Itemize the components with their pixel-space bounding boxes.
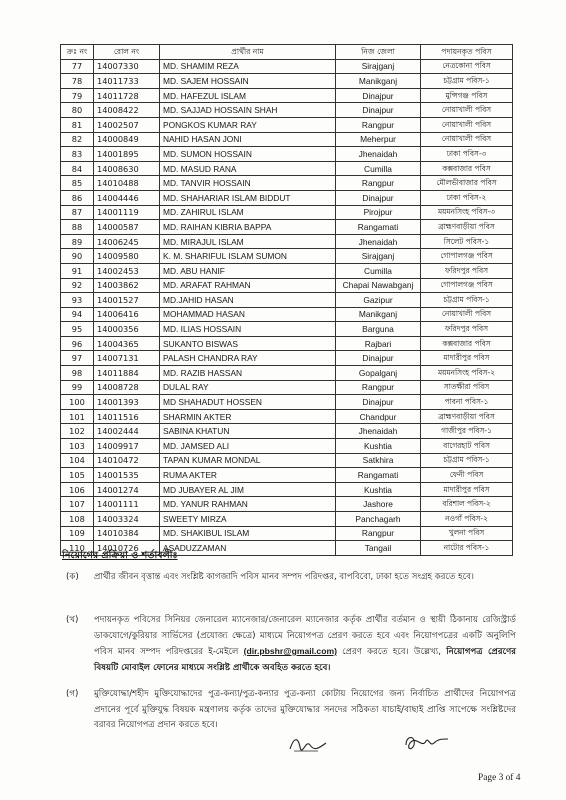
name-cell: MD. ZAHIRUL ISLAM (160, 205, 336, 220)
serial-cell: 100 (61, 395, 94, 410)
serial-cell: 87 (61, 205, 94, 220)
district-cell: Pirojpur (336, 205, 421, 220)
district-cell: Jhenaidah (336, 234, 421, 249)
name-cell: PONGKOS KUMAR RAY (160, 117, 336, 132)
posting-cell: পাবনা পবিস-১ (421, 395, 513, 410)
roll-cell: 14009917 (94, 439, 160, 454)
serial-cell: 88 (61, 220, 94, 235)
serial-cell: 77 (61, 59, 94, 74)
name-cell: SWEETY MIRZA (160, 512, 336, 527)
name-cell: MD. HAFEZUL ISLAM (160, 88, 336, 103)
table-row (61, 74, 513, 89)
table-row (61, 132, 513, 147)
roll-cell: 14000356 (94, 322, 160, 337)
roll-cell: 14006416 (94, 307, 160, 322)
posting-cell: চট্টগ্রাম পবিস-১ (421, 453, 513, 468)
clause-text-part: প্রেরণ করতে হবে। উল্লেখ্য, (342, 647, 442, 657)
roll-cell: 14011733 (94, 74, 160, 89)
serial-cell: 97 (61, 351, 94, 366)
serial-cell: 79 (61, 88, 94, 103)
name-cell: MD. SHAKIBUL ISLAM (160, 526, 336, 541)
name-cell: MD. YANUR RAHMAN (160, 497, 336, 512)
name-cell: SHARMIN AKTER (160, 409, 336, 424)
table-row (61, 88, 513, 103)
roll-cell: 14002453 (94, 263, 160, 278)
posting-cell: বরিশাল পবিস-২ (421, 497, 513, 512)
name-cell: MD. SHAMIM REZA (160, 59, 336, 74)
signature-2 (402, 733, 450, 757)
posting-cell: নোয়াখালী পবিস (421, 132, 513, 147)
name-cell: RUMA AKTER (160, 468, 336, 483)
name-cell: DULAL RAY (160, 380, 336, 395)
table-row (61, 497, 513, 512)
roll-cell: 14009580 (94, 249, 160, 264)
district-cell: Chapai Nawabganj (336, 278, 421, 293)
name-cell: MD. TANVIR HOSSAIN (160, 176, 336, 191)
table-row (61, 395, 513, 410)
clause-mark: (ক) (66, 572, 79, 582)
serial-cell: 108 (61, 512, 94, 527)
roll-cell: 14010488 (94, 176, 160, 191)
serial-cell: 96 (61, 336, 94, 351)
table-row (61, 322, 513, 337)
district-cell: Cumilla (336, 161, 421, 176)
district-cell: Tangail (336, 541, 421, 556)
district-cell: Gazipur (336, 293, 421, 308)
table-row (61, 249, 513, 264)
table-row (61, 409, 513, 424)
roll-cell: 14010726 (94, 541, 160, 556)
district-cell: Rajbari (336, 336, 421, 351)
name-cell: MD JUBAYER AL JIM (160, 482, 336, 497)
district-cell: Rangamati (336, 220, 421, 235)
district-cell: Satkhira (336, 453, 421, 468)
posting-cell: কক্সবাজার পবিস (421, 336, 513, 351)
table-row (61, 234, 513, 249)
serial-cell: 95 (61, 322, 94, 337)
roll-cell: 14003324 (94, 512, 160, 527)
serial-cell: 85 (61, 176, 94, 191)
roll-cell: 14001111 (94, 497, 160, 512)
serial-cell: 82 (61, 132, 94, 147)
table-header-row (61, 45, 513, 60)
clause-ka (66, 570, 516, 586)
roll-cell: 14007330 (94, 59, 160, 74)
district-cell: Meherpur (336, 132, 421, 147)
serial-cell: 80 (61, 103, 94, 118)
posting-cell: চট্টগ্রাম পবিস-১ (421, 74, 513, 89)
table-row (61, 176, 513, 191)
posting-cell: নোয়াখালী পবিস (421, 103, 513, 118)
roll-cell: 14001119 (94, 205, 160, 220)
table-row (61, 468, 513, 483)
district-cell: Kushtia (336, 439, 421, 454)
posting-cell: ময়মনসিংহ পবিস-৩ (421, 205, 513, 220)
district-cell: Dinajpur (336, 395, 421, 410)
district-cell: Gopalganj (336, 366, 421, 381)
district-cell: Manikganj (336, 307, 421, 322)
table-row (61, 453, 513, 468)
district-cell: Kushtia (336, 482, 421, 497)
name-cell: SABINA KHATUN (160, 424, 336, 439)
serial-cell: 84 (61, 161, 94, 176)
roll-cell: 14001895 (94, 147, 160, 162)
roll-cell: 14011884 (94, 366, 160, 381)
name-cell: MD. ILIAS HOSSAIN (160, 322, 336, 337)
district-cell: Barguna (336, 322, 421, 337)
table-row (61, 512, 513, 527)
district-cell: Panchagarh (336, 512, 421, 527)
table-row (61, 307, 513, 322)
table-row (61, 293, 513, 308)
table-row (61, 482, 513, 497)
serial-cell: 81 (61, 117, 94, 132)
table-row (61, 439, 513, 454)
clause-text-part: পদায়নকৃত পবিসের সিনিয়র জেনারেল ম্যানেজার/জেনারেল ম্যানেজার কর্তৃক প্রার্থীর বর্তমান ও স্থায়ী ঠিকানায় রেজিস্ট্রার্ড ডাকযোগে/কুরিয়ার সার্ভিসের (প্রযোজ্য ক্ষেত্রে) মাধ্যমে নিয়োগপত্র প্রেরণ করতে হবে এবং নিয়োগপত্রের একটি অনুলিপি পবিস মানব সম্পদ পরিদপ্তরের ই-মেইলে (94, 615, 516, 657)
district-cell: Dinajpur (336, 103, 421, 118)
roll-cell: 14004446 (94, 190, 160, 205)
clause-text: প্রার্থীর জীবন বৃত্তান্ত এবং সংশ্লিষ্ট কাগজাদি পবিস মানব সম্পদ পরিদপ্তর, বাপবিবো, ঢাকা হতে সংগ্রহ করতে হবে। (94, 572, 474, 582)
clause-mark: (খ) (66, 615, 79, 625)
selection-table (60, 44, 513, 556)
name-cell: MD. ABU HANIF (160, 263, 336, 278)
roll-cell: 14000587 (94, 220, 160, 235)
district-cell: Jhenaidah (336, 147, 421, 162)
table-row (61, 336, 513, 351)
serial-cell: 109 (61, 526, 94, 541)
posting-cell: খুলনা পবিস (421, 526, 513, 541)
table-row (61, 147, 513, 162)
serial-cell: 78 (61, 74, 94, 89)
district-cell: Rangpur (336, 380, 421, 395)
name-cell: ASADUZZAMAN (160, 541, 336, 556)
posting-cell: নোয়াখালী পবিস (421, 307, 513, 322)
district-cell: Sirajganj (336, 59, 421, 74)
table-row (61, 103, 513, 118)
serial-cell: 104 (61, 453, 94, 468)
name-cell: SUKANTO BISWAS (160, 336, 336, 351)
district-cell: Rangamati (336, 468, 421, 483)
table-row (61, 220, 513, 235)
roll-cell: 14008728 (94, 380, 160, 395)
serial-cell: 92 (61, 278, 94, 293)
serial-cell: 107 (61, 497, 94, 512)
posting-cell: ফরিদপুর পবিস (421, 322, 513, 337)
posting-cell: নোয়াখালী পবিস (421, 117, 513, 132)
posting-cell: মাদারীপুর পবিস (421, 482, 513, 497)
name-cell: MD. SAJEM HOSSAIN (160, 74, 336, 89)
clause-emphasis: নিয়োগপত্র প্রেরণের বিষয়টি মোবাইল ফোনের মাধ্যমে সংশ্লিষ্ট প্রার্থীকে অবহিত করতে হবে। (94, 647, 517, 673)
table-row (61, 380, 513, 395)
serial-cell: 90 (61, 249, 94, 264)
name-cell: NAHID HASAN JONI (160, 132, 336, 147)
posting-cell: গোপালগঞ্জ পবিস (421, 278, 513, 293)
posting-cell: মৌলভীবাজার পবিস (421, 176, 513, 191)
serial-cell: 105 (61, 468, 94, 483)
posting-cell: নাটোর পবিস-১ (421, 541, 513, 556)
table-row (61, 161, 513, 176)
district-cell: Dinajpur (336, 190, 421, 205)
clause-text (94, 613, 516, 676)
roll-cell: 14000849 (94, 132, 160, 147)
email-address: (dir.pbshr@gmail.com) (243, 646, 337, 656)
header-posting: পদায়নকৃত পবিস (421, 45, 513, 60)
name-cell: MOHAMMAD HASAN (160, 307, 336, 322)
serial-cell: 91 (61, 263, 94, 278)
table-row (61, 190, 513, 205)
posting-cell: মুন্সিগঞ্জ পবিস (421, 88, 513, 103)
posting-cell: ফেনী পবিস (421, 468, 513, 483)
district-cell: Jhenaidah (336, 424, 421, 439)
roll-cell: 14003862 (94, 278, 160, 293)
posting-cell: ব্রাহ্মণবাড়ীয়া পবিস (421, 220, 513, 235)
posting-cell: ঢাকা পবিস-২ (421, 190, 513, 205)
posting-cell: ফরিদপুর পবিস (421, 263, 513, 278)
header-roll: রোল নং (94, 45, 160, 60)
name-cell: MD. RAZIB HASSAN (160, 366, 336, 381)
posting-cell: নেত্রকোনা পবিস (421, 59, 513, 74)
roll-cell: 14001527 (94, 293, 160, 308)
serial-cell: 83 (61, 147, 94, 162)
table-row (61, 205, 513, 220)
name-cell: MD. RAIHAN KIBRIA BAPPA (160, 220, 336, 235)
roll-cell: 14011516 (94, 409, 160, 424)
clause-text: মুক্তিযোদ্ধা/শহীদ মুক্তিযোদ্ধাদের পুত্র-কন্যা/পুত্র-কন্যার পুত্র-কন্যা কোটায় নিয়োগের জন্য নির্বাচিত প্রার্থীদের নিয়োগপত্র প্রদানের পূর্বে মুক্তিযুদ্ধ বিষয়ক মন্ত্রণালয় কর্তৃক তাদের মুক্তিযোদ্ধার সনদের সঠিকতা যাচাই/বাছাই প্রাপ্তি সাপেক্ষে সংশ্লিষ্টদের বরাবর নিয়োগপত্র প্রদান করতে হবে। (94, 689, 516, 730)
clause-kha (66, 613, 516, 676)
district-cell: Rangpur (336, 176, 421, 191)
table-row (61, 263, 513, 278)
name-cell: MD. SHAHARIAR ISLAM BIDDUT (160, 190, 336, 205)
name-cell: MD. MIRAJUL ISLAM (160, 234, 336, 249)
serial-cell: 98 (61, 366, 94, 381)
posting-cell: ব্রাহ্মণবাড়ীয়া পবিস (421, 409, 513, 424)
district-cell: Cumilla (336, 263, 421, 278)
serial-cell: 101 (61, 409, 94, 424)
roll-cell: 14001393 (94, 395, 160, 410)
name-cell: K. M. SHARIFUL ISLAM SUMON (160, 249, 336, 264)
name-cell: MD. JAMSED ALI (160, 439, 336, 454)
table-row (61, 526, 513, 541)
district-cell: Sirajganj (336, 249, 421, 264)
posting-cell: কক্সবাজার পবিস (421, 161, 513, 176)
name-cell: MD SHAHADUT HOSSEN (160, 395, 336, 410)
table-row (61, 59, 513, 74)
name-cell: TAPAN KUMAR MONDAL (160, 453, 336, 468)
table-row (61, 117, 513, 132)
roll-cell: 14011728 (94, 88, 160, 103)
roll-cell: 14008630 (94, 161, 160, 176)
name-cell: PALASH CHANDRA RAY (160, 351, 336, 366)
header-name: প্রার্থীর নাম (160, 45, 336, 60)
clause-mark: (গ) (66, 689, 79, 699)
posting-cell: মাদারীপুর পবিস (421, 351, 513, 366)
clause-ga (66, 687, 516, 734)
section-title: নিয়োগের প্রক্রিয়া ও শর্তাবলীঃ (62, 550, 178, 561)
serial-cell: 99 (61, 380, 94, 395)
district-cell: Rangpur (336, 526, 421, 541)
serial-cell: 94 (61, 307, 94, 322)
serial-cell: 103 (61, 439, 94, 454)
name-cell: MD. MASUD RANA (160, 161, 336, 176)
header-district: নিজ জেলা (336, 45, 421, 60)
name-cell: MD. SAJJAD HOSSAIN SHAH (160, 103, 336, 118)
posting-cell: ময়মনসিংহ পবিস-২ (421, 366, 513, 381)
roll-cell: 14002507 (94, 117, 160, 132)
serial-cell: 86 (61, 190, 94, 205)
roll-cell: 14008422 (94, 103, 160, 118)
serial-cell: 106 (61, 482, 94, 497)
district-cell: Dinajpur (336, 88, 421, 103)
serial-cell: 93 (61, 293, 94, 308)
district-cell: Dinajpur (336, 351, 421, 366)
roll-cell: 14010472 (94, 453, 160, 468)
roll-cell: 14010384 (94, 526, 160, 541)
posting-cell: সিলেট পবিস-১ (421, 234, 513, 249)
district-cell: Chandpur (336, 409, 421, 424)
posting-cell: ঢাকা পবিস-৩ (421, 147, 513, 162)
roll-cell: 14004365 (94, 336, 160, 351)
serial-cell: 89 (61, 234, 94, 249)
name-cell: MD. ARAFAT RAHMAN (160, 278, 336, 293)
header-serial: ক্রঃ নং (61, 45, 94, 60)
posting-cell: গোপালগঞ্জ পবিস (421, 249, 513, 264)
table-row (61, 351, 513, 366)
district-cell: Rangpur (336, 117, 421, 132)
serial-cell: 110 (61, 541, 94, 556)
posting-cell: গাজীপুর পবিস-১ (421, 424, 513, 439)
table-row (61, 424, 513, 439)
name-cell: MD. SUMON HOSSAIN (160, 147, 336, 162)
name-cell: MD.JAHID HASAN (160, 293, 336, 308)
table-row (61, 366, 513, 381)
table-row (61, 278, 513, 293)
district-cell: Jashore (336, 497, 421, 512)
posting-cell: সাতক্ষীরা পবিস (421, 380, 513, 395)
page-number: Page 3 of 4 (478, 773, 521, 783)
posting-cell: চট্টগ্রাম পবিস-১ (421, 293, 513, 308)
roll-cell: 14007131 (94, 351, 160, 366)
posting-cell: বাগেরহাট পবিস (421, 439, 513, 454)
district-cell: Manikganj (336, 74, 421, 89)
roll-cell: 14006245 (94, 234, 160, 249)
roll-cell: 14002444 (94, 424, 160, 439)
roll-cell: 14001274 (94, 482, 160, 497)
signature-1 (288, 735, 328, 757)
posting-cell: নওগাঁ পবিস-২ (421, 512, 513, 527)
serial-cell: 102 (61, 424, 94, 439)
roll-cell: 14001535 (94, 468, 160, 483)
